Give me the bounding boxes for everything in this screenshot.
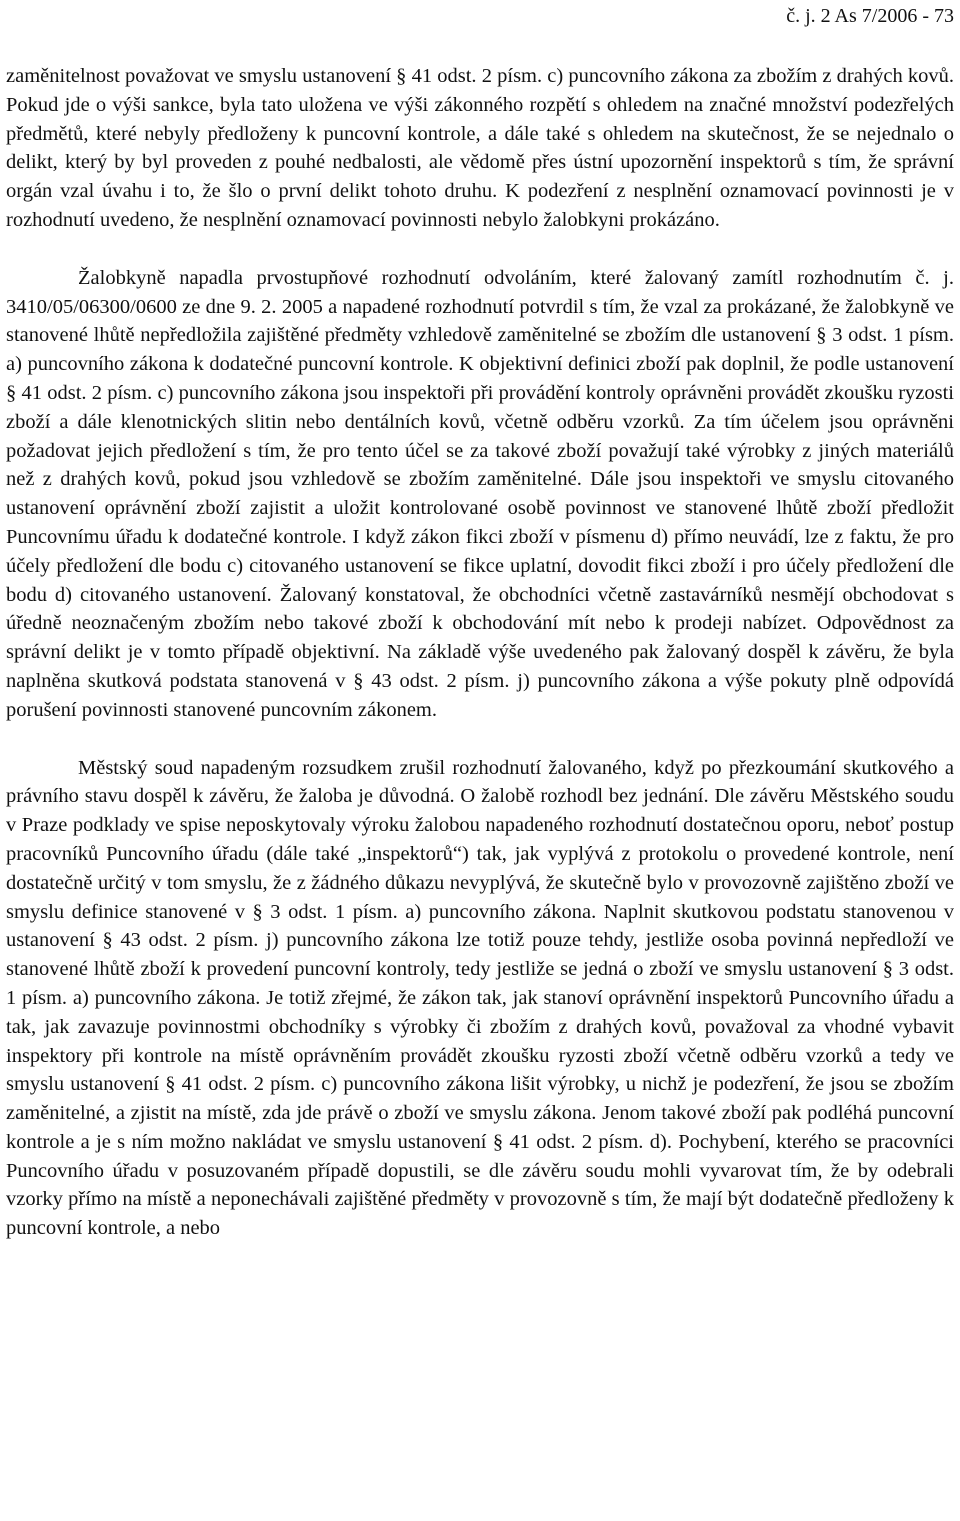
- paragraph-3: Městský soud napadeným rozsudkem zrušil rozhodnutí žalovaného, když po přezkoumání skutkového a právního stavu dospěl k závěru, že žaloba je důvodná. O žalobě rozhodl bez jednání. Dle závěru Městského soudu v Praze podklady ve spise neposkytovaly výroku žalobou napadeného rozhodnutí dostatečnou oporu, neboť postup pracovníků Puncovního úřadu (dále také „inspektorů“) tak, jak vyplývá z protokolu o provedené kontrole, není dostatečně určitý v tom smyslu, že z žádného důkazu nevyplývá, že skutečně bylo v provozovně zajištěno zboží ve smyslu definice stanovené v § 3 odst. 1 písm. a) puncovního zákona. Naplnit skutkovou podstatu stanovenou v ustanovení § 43 odst. 2 písm. j) puncovního zákona lze totiž pouze tehdy, jestliže osoba povinná nepředloží ve stanovené lhůtě zboží k provedení puncovní kontroly, tedy jestliže se jedná o zboží ve smyslu ustanovení § 3 odst. 1 písm. a) puncovního zákona. Je totiž zřejmé, že zákon tak, jak stanoví oprávnění inspektorů Puncovního úřadu a tak, jak zavazuje povinnostmi obchodníky s výrobky či zbožím z drahých kovů, považoval za vhodné vybavit inspektory při kontrole na místě oprávněním provádět zkoušku ryzosti zboží včetně odběru vzorků a tedy ve smyslu ustanovení § 41 odst. 2 písm. c) puncovního zákona lišit výrobky, u nichž je podezření, že jsou se zbožím zaměnitelné, a zjistit na místě, zda jde právě o zboží ve smyslu zákona. Jenom takové zboží pak podléhá puncovní kontrole a je s ním možno nakládat ve smyslu ustanovení § 41 odst. 2 písm. d). Pochybení, kterého se pracovníci Puncovního úřadu v posuzovaném případě dopustili, se dle závěru soudu mohli vyvarovat tím, že by odebrali vzorky přímo na místě a neponechávali zajištěné předměty v provozovně s tím, že mají být dodatečně předloženy k puncovní kontrole, a nebo: [6, 756, 954, 1240]
- paragraph-1: zaměnitelnost považovat ve smyslu ustanovení § 41 odst. 2 písm. c) puncovního zákona za zbožím z drahých kovů. Pokud jde o výši sankce, byla tato uložena ve výši zákonného rozpětí s ohledem na značné množství podezřelých předmětů, které nebyly předloženy k puncovní kontrole, a dále také s ohledem na skutečnost, že se nejednalo o delikt, který by byl proveden z pouhé nedbalosti, ale vědomě přes ústní upozornění inspektorů s tím, že správní orgán vzal úvahu i to, že šlo o první delikt tohoto druhu. K podezření z nesplnění oznamovací povinnosti je v rozhodnutí uvedeno, že nesplnění oznamovací povinnosti nebylo žalobkyni prokázáno.: [6, 65, 954, 231]
- paragraph-spacer: [6, 235, 954, 264]
- paragraph-2: Žalobkyně napadla prvostupňové rozhodnutí odvoláním, které žalovaný zamítl rozhodnutím č. j. 3410/05/06300/0600 ze dne 9. 2. 2005 a napadené rozhodnutí potvrdil s tím, že vzal za prokázané, že žalobkyně ve stanovené lhůtě nepředložila zajištěné předměty vzhledově zaměnitelné se zbožím dle ustanovení § 3 odst. 1 písm. a) puncovního zákona k dodatečné puncovní kontrole. K objektivní definici zboží pak doplnil, že podle ustanovení § 41 odst. 2 písm. c) puncovního zákona jsou inspektoři při provádění kontroly oprávněni provádět zkoušku ryzosti zboží a dále klenotnických slitin nebo dentálních kovů, včetně odběru vzorků. Za tím účelem jsou oprávněni požadovat jejich předložení s tím, že pro tento účel se za takové zboží považují také výrobky z jiných materiálů než z drahých kovů, pokud jsou vzhledově se zbožím zaměnitelné. Dále jsou inspektoři ve smyslu citovaného ustanovení oprávnění zboží zajistit a uložit kontrolované osobě povinnost ve stanovené lhůtě zboží předložit Puncovnímu úřadu k dodatečné kontrole. I když zákon fikci zboží v písmenu d) přímo neuvádí, lze z faktu, že pro účely předložení dle bodu c) citovaného ustanovení se fikce uplatní, dovodit fikci zboží i pro účely předložení dle bodu d) citovaného ustanovení. Žalovaný konstatoval, že obchodníci včetně zastavárníků nesmějí obchodovat s úředně neoznačeným zbožím nebo takové zboží k obchodování mít nebo k prodeji nabízet. Odpovědnost za správní delikt je v tomto případě objektivní. Na základě výše uvedeného pak žalovaný dospěl k závěru, že byla naplněna skutková podstata stanovená v § 43 odst. 2 písm. j) puncovního zákona a výše pokuty plně odpovídá porušení povinnosti stanovené puncovním zákonem.: [6, 266, 954, 721]
- document-reference: č. j. 2 As 7/2006 - 73: [786, 5, 954, 27]
- document-body: [6, 62, 954, 1243]
- paragraph-spacer: [6, 725, 954, 754]
